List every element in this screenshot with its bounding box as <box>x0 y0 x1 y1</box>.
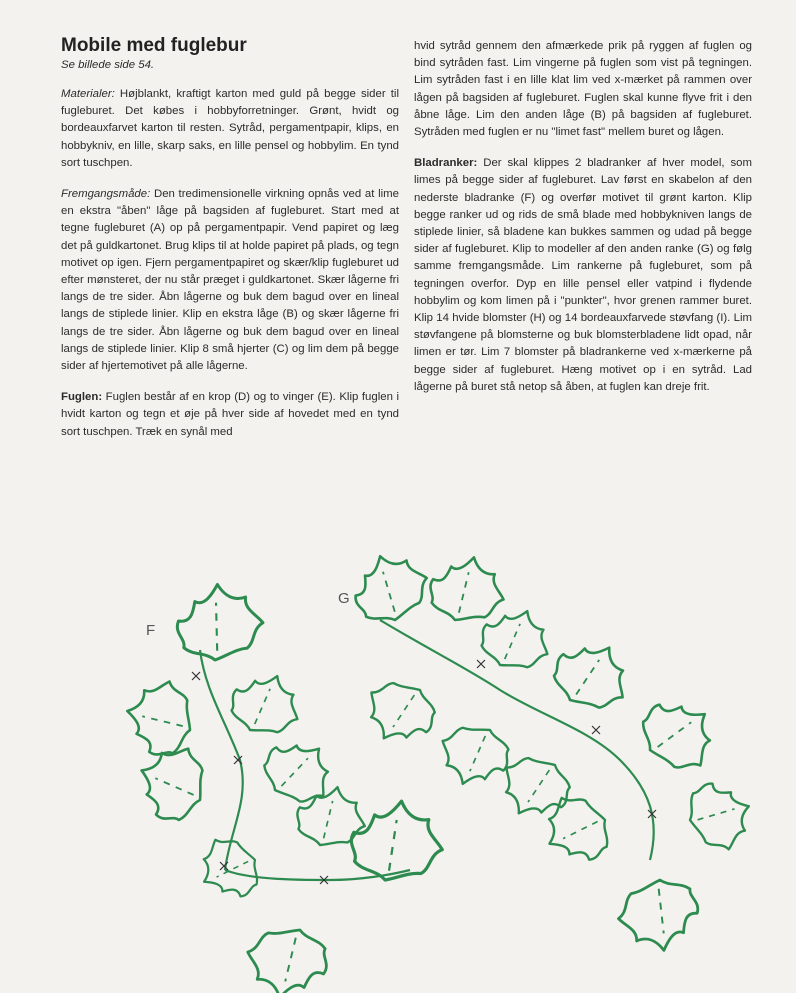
materials-text: Højblankt, kraftigt karton med guld på begge sider til fugleburet. Det købes i hobbyforretninger. Grønt, hvidt og bordeauxfarvet karton til resten. Sytråd, pergamentpapir, klips, en hobbykniv, en lille, skarp saks, en lille pensel og hobbylim. En tynd sort tuschpen. <box>61 88 399 169</box>
vine-f <box>121 581 446 993</box>
label-f: F <box>146 622 156 639</box>
page-subtitle: Se billede side 54. <box>61 59 155 71</box>
bird-continued-paragraph: hvid sytråd gennem den afmærkede prik på ryggen af fuglen og bind sytråden fast. Lim vingerne på fuglen som vist på tegningen. Lim sytråden fast i en lille klat lim ved x-mærket på rammen over lågen på bagsiden af fugleburet. Fuglen skal kunne flyve frit i den åbne låge. Lim den anden låge (B) på bagsiden af fugleburet. Sytråden med fuglen er nu "limet fast" mellem buret og lågen. <box>414 40 752 139</box>
page-title: Mobile med fuglebur <box>61 35 247 56</box>
vine-g <box>345 544 761 957</box>
bird-text: Fuglen består af en krop (D) og to vinger (E). Klip fuglen i hvidt karton og tegn et øje på hver side af hovedet med en tynd sort tuschpen. Træk en synål med <box>61 391 399 438</box>
vines-text: Der skal klippes 2 bladranker af hver model, som limes på begge sider af fugleburet. Lav først en skabelon af den nederste bladranke (F) og overfør motivet til grønt karton. Klip begge ranker ud og rids de små blade med hobbykniven langs de stiplede linier, så bladene kan bukkes sammen og udad på begge sider af fugleburet. Klip to modeller af den anden ranke (G) og følg samme fremgangsmåde. Lim rankerne på fugleburet, som på tegningen overfor. Dyp en lille pensel eller vatpind i flydende hobbylim og kom limen på i "punkter", hvor grenen rammer buret. Klip 14 hvide blomster (H) og 14 bordeauxfarvede støvfang (I). Lim støvfangene på blomsterne og buk blomsterbladene lidt opad, når limen er tør. Lim 7 blomster på bladrankerne ved x-mærkerne på begge sider af fugleburet. Hæng motivet op i en sytråd. Lad lågerne på buret stå netop så åben, at fuglen kan dreje frit. <box>414 157 752 393</box>
bird-lead: Fuglen: <box>61 391 103 404</box>
procedure-lead: Fremgangsmåde: <box>61 188 151 201</box>
procedure-text: Den tredimensionelle virkning opnås ved at lime en ekstra "åben" låge på bagsiden af fugleburet. Start med at tegne fugleburet (A) op på pergamentpapir. Vend papiret og læg det på guldkartonet. Brug klips til at holde papiret på plads, og tegn motivet op igen. Fjern pergamentpapiret og skær/klip fugleburet ud efter mønsteret, der nu står præget i guldkartonet. Skær lågerne fri langs de tre sider. Åbn lågerne og buk dem bagud over en lineal langs de stiplede linier. Klip en ekstra låge (B) og skær lågerne fri langs de tre sider. Åbn lågerne og buk dem bagud over en lineal langs de stiplede linier. Klip 8 små hjerter (C) og lim dem på begge sider af hjertemotivet på alle lågerne. <box>61 188 399 373</box>
materials-lead: Materialer: <box>61 88 115 100</box>
vines-lead: Bladranker: <box>414 157 478 170</box>
label-g: G <box>338 590 350 607</box>
